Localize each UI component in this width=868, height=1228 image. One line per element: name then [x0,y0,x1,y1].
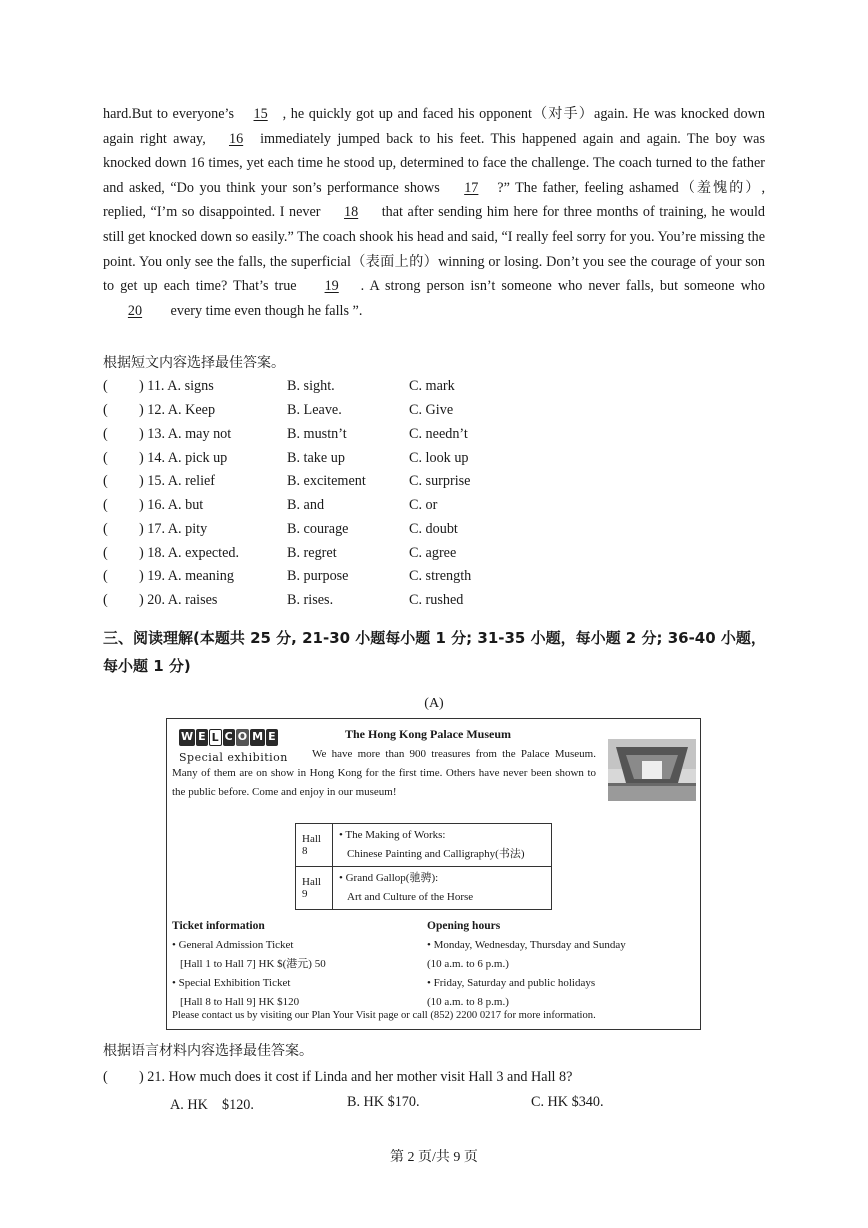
option-b: B. take up [287,450,345,466]
welcome-letter: E [196,729,208,746]
museum-title: The Hong Kong Palace Museum [345,727,512,741]
option-b: B. Leave. [287,402,342,418]
ticket-line: • Special Exhibition Ticket [172,977,291,989]
museum-poster [166,718,701,1030]
passage-text: immediately jumped back to his feet. This happened again and again. The boy was knocked down 16 times, yet each time he stood up, determined to face the challenge. The coach turned to the father and asked, “Do you think your son’s performance shows [103,130,765,196]
blank-15: 15 [253,106,268,122]
option-c: C. or [409,497,438,513]
option-c: C. HK $340. [531,1094,604,1110]
option-a: ) 17. A. pity [139,521,208,537]
hall-exhibit-subtitle: Art and Culture of the Horse [347,891,474,903]
museum-intro: We have more than 900 treasures from the Palace Museum. Many of them are on show in Hong Kong for the first time. Others have never been shown to the public before. Come and enjoy in our museum! [172,748,596,798]
option-a: ) 11. A. signs [139,378,214,394]
instruction-cloze: 根据短文内容选择最佳答案。 [103,355,285,371]
contact-info: Please contact us by visiting our Plan Your Visit page or call (852) 2200 0217 for more information. [172,1010,596,1021]
option-a: ) 20. A. raises [139,592,218,608]
option-a: ) 13. A. may not [139,426,232,442]
hall-row [296,824,552,867]
option-a: A. HK $120. [170,1097,254,1113]
question-row [103,592,703,614]
option-c: C. strength [409,568,472,584]
section-heading: 三、阅读理解(本题共 25 分, 21-30 小题每小题 1 分; 31-35 小题，每小题 2 分; 36-40 小题，每小题 1 分) [103,629,766,675]
option-c: C. look up [409,450,469,466]
answer-paren[interactable]: ( [103,450,108,466]
option-a: ) 18. A. expected. [139,545,240,561]
passage-text: ?” The father, feeling ashamed（羞愧的）, replied, “I’m so disappointed. I never [103,179,765,221]
question-row [103,521,703,543]
question-text: ) 21. How much does it cost if Linda and her mother visit Hall 3 and Hall 8? [139,1069,573,1085]
passage-text: hard.But to everyone’s [103,106,239,122]
cloze-passage [103,102,765,323]
page-number: 第 2 页/共 9 页 [390,1150,478,1165]
passage-text: , he quickly got up and faced his opponent（对手）again. He was knocked down again right away, [103,106,765,147]
answer-paren[interactable]: ( [103,1069,108,1085]
hall-exhibit-title: • Grand Gallop(驰骋): [339,872,439,884]
option-b: B. sight. [287,378,335,394]
welcome-letter: O [236,729,249,746]
welcome-banner [179,729,279,746]
question-row [103,378,703,400]
question-row [103,545,703,567]
hall-name: Hall 8 [296,824,333,867]
ticket-info [172,917,422,1012]
passage-label: (A) [424,696,444,711]
ticket-line: • General Admission Ticket [172,939,294,951]
blank-17: 17 [464,179,479,196]
option-b: B. and [287,497,325,513]
option-c: C. surprise [409,473,471,489]
option-c: C. agree [409,545,457,561]
option-c: C. mark [409,378,455,394]
welcome-letter: E [266,729,278,746]
answer-paren[interactable]: ( [103,378,108,394]
ticket-heading: Ticket information [172,920,265,932]
option-c: C. needn’t [409,426,468,442]
hours-line: • Friday, Saturday and public holidays [427,977,596,989]
option-a: ) 16. A. but [139,497,204,513]
question-row [103,568,703,590]
option-b: B. rises. [287,592,334,608]
welcome-letter: C [223,729,235,746]
option-a: ) 19. A. meaning [139,568,234,584]
passage-text: . A strong person isn’t someone who never falls, but someone who [360,278,765,295]
option-b: B. purpose [287,568,349,584]
welcome-letter: L [209,729,222,746]
special-exhibition-label: Special exhibition [179,751,288,764]
option-b: B. courage [287,521,349,537]
welcome-letter: M [250,729,265,746]
option-a: ) 15. A. relief [139,473,216,489]
hours-line: (10 a.m. to 6 p.m.) [427,958,509,970]
museum-building-image [608,739,696,801]
hall-description [333,867,552,910]
passage-text: that after sending him here for three months of training, he would still get knocked down so easily.” The coach shook his head and said, “I really feel sorry for you. You’re missing the point. You only see the falls, the superficial（表面上的）winning or losing. Don’t you see the courage of your son to get up each time? That’s true [103,204,765,295]
answer-paren[interactable]: ( [103,473,108,489]
hall-name: Hall 9 [296,867,333,910]
answer-paren[interactable]: ( [103,521,108,537]
answer-paren[interactable]: ( [103,497,108,513]
hall-description [333,824,552,867]
answer-paren[interactable]: ( [103,402,108,418]
question-row [103,473,703,495]
option-a: ) 14. A. pick up [139,450,228,466]
hall-exhibit-title: • The Making of Works: [339,829,446,841]
question-row [103,497,703,519]
question-row [103,426,703,448]
option-b: B. HK $170. [347,1094,420,1110]
ticket-line: [Hall 1 to Hall 7] HK $(港元) 50 [180,958,326,970]
question-row [103,402,703,424]
blank-16: 16 [228,130,244,147]
question-row [103,450,703,472]
hours-line: • Monday, Wednesday, Thursday and Sunday [427,939,626,951]
hall-row [296,867,552,910]
answer-paren[interactable]: ( [103,426,108,442]
option-c: C. rushed [409,592,464,608]
option-c: C. Give [409,402,454,418]
instruction-reading: 根据语言材料内容选择最佳答案。 [103,1043,313,1059]
option-b: B. mustn’t [287,426,347,442]
ticket-line: [Hall 8 to Hall 9] HK $120 [180,996,300,1008]
option-b: B. regret [287,545,337,561]
hall-exhibit-subtitle: Chinese Painting and Calligraphy(书法) [347,848,525,860]
option-b: B. excitement [287,473,366,489]
blank-20: 20 [127,302,143,319]
question-21 [103,1069,723,1091]
option-a: ) 12. A. Keep [139,402,216,418]
question-21-options [103,1094,723,1116]
answer-paren[interactable]: ( [103,592,108,608]
option-c: C. doubt [409,521,458,537]
answer-paren[interactable]: ( [103,545,108,561]
hall-table [295,823,552,910]
hours-heading: Opening hours [427,920,501,932]
blank-18: 18 [344,204,359,221]
answer-paren[interactable]: ( [103,568,108,584]
passage-text: every time even though he falls ”. [167,302,363,319]
blank-19: 19 [324,278,339,295]
opening-hours [427,917,697,1012]
hours-line: (10 a.m. to 8 p.m.) [427,996,509,1008]
welcome-letter: W [179,729,195,746]
